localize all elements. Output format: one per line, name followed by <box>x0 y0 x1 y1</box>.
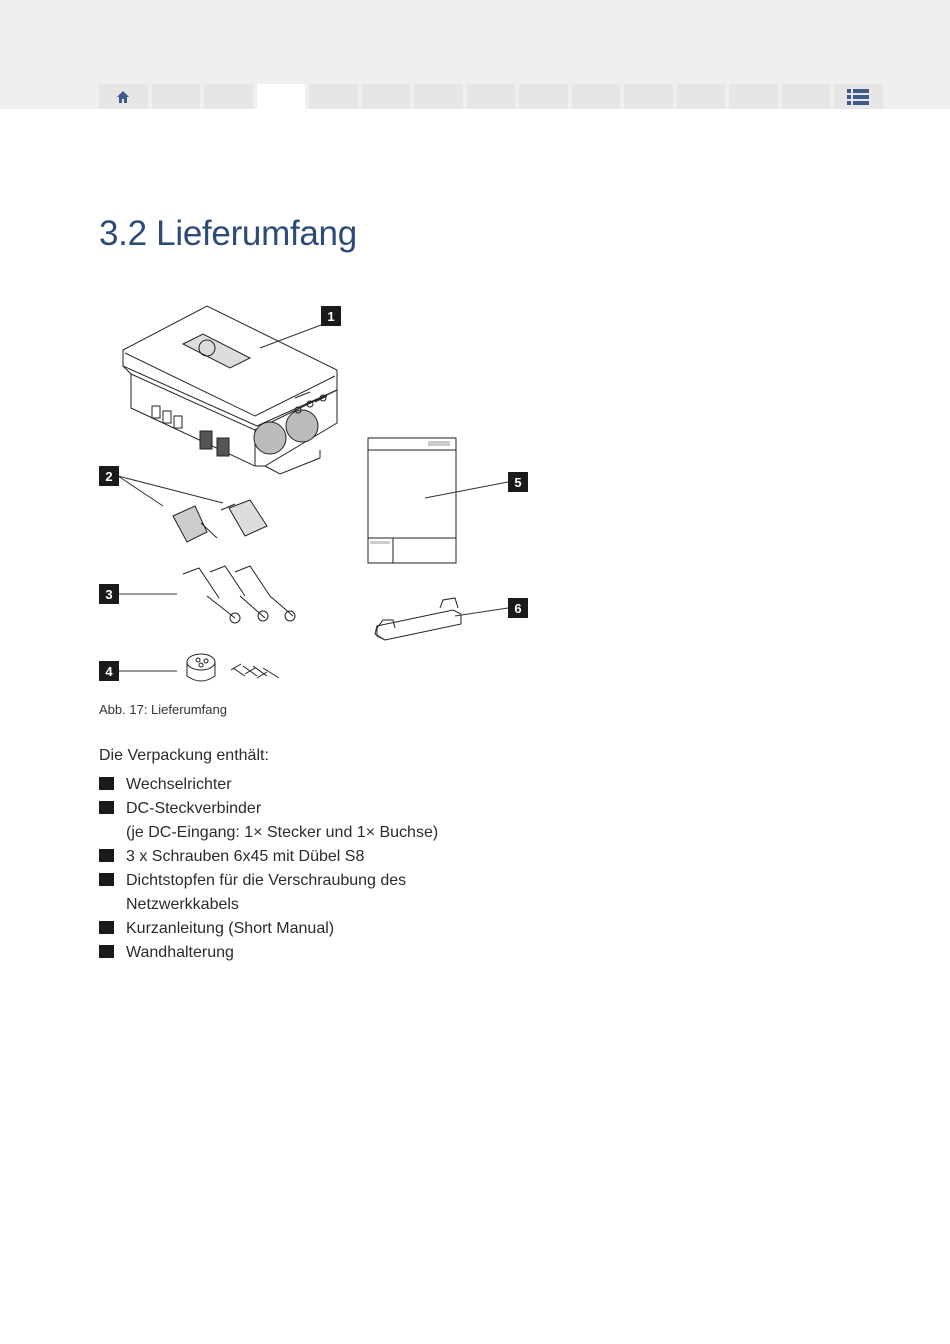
list-item-subtext: (je DC-Eingang: 1× Stecker und 1× Buchse) <box>126 824 439 841</box>
square-bullet-icon <box>99 945 114 958</box>
list-icon <box>847 88 869 106</box>
callout-5: 5 <box>508 472 528 492</box>
tab-chapter-1[interactable] <box>152 84 201 109</box>
list-item-subtext: Netzwerkkabels <box>126 896 239 913</box>
list-item-text: Wechselrichter <box>126 776 232 793</box>
delivery-scope-drawing <box>95 298 545 698</box>
list-item-text: Wandhalterung <box>126 944 234 961</box>
dc-connectors-drawing <box>173 500 267 542</box>
tab-chapter-11[interactable] <box>677 84 726 109</box>
tab-chapter-12[interactable] <box>729 84 778 109</box>
chapter-tabs <box>99 84 887 109</box>
tab-chapter-10[interactable] <box>624 84 673 109</box>
list-item <box>99 845 599 869</box>
page-title: 3.2 Lieferumfang <box>99 214 357 253</box>
list-item-text: 3 x Schrauben 6x45 mit Dübel S8 <box>126 848 365 865</box>
package-intro: Die Verpackung enthält: <box>99 747 269 764</box>
list-item <box>99 869 599 917</box>
tab-chapter-7[interactable] <box>467 84 516 109</box>
list-item-text: Kurzanleitung (Short Manual) <box>126 920 335 937</box>
home-icon <box>116 90 130 104</box>
list-item <box>99 941 599 965</box>
list-item <box>99 773 599 797</box>
tab-chapter-3[interactable] <box>257 84 306 109</box>
callout-6: 6 <box>508 598 528 618</box>
figure-caption: Abb. 17: Lieferumfang <box>99 702 227 717</box>
screws-drawing <box>183 566 295 623</box>
tab-chapter-6[interactable] <box>414 84 463 109</box>
square-bullet-icon <box>99 849 114 862</box>
square-bullet-icon <box>99 921 114 934</box>
callout-1: 1 <box>321 306 341 326</box>
square-bullet-icon <box>99 873 114 886</box>
list-item-text: DC-Steckverbinder <box>126 800 262 817</box>
list-item-text: Dichtstopfen für die Verschraubung des <box>126 872 407 889</box>
tab-home[interactable] <box>99 84 148 109</box>
tab-chapter-9[interactable] <box>572 84 621 109</box>
tab-chapter-4[interactable] <box>309 84 358 109</box>
wall-bracket-drawing <box>375 598 461 640</box>
list-item <box>99 797 599 845</box>
callout-2: 2 <box>99 466 119 486</box>
callout-3: 3 <box>99 584 119 604</box>
sealing-plug-drawing <box>187 654 279 681</box>
short-manual-drawing <box>368 438 456 563</box>
list-item <box>99 917 599 941</box>
package-contents-list <box>99 773 599 965</box>
callout-4: 4 <box>99 661 119 681</box>
tab-chapter-8[interactable] <box>519 84 568 109</box>
tab-contents[interactable] <box>834 84 883 109</box>
square-bullet-icon <box>99 777 114 790</box>
square-bullet-icon <box>99 801 114 814</box>
tab-chapter-5[interactable] <box>362 84 411 109</box>
tab-chapter-2[interactable] <box>204 84 253 109</box>
delivery-scope-figure <box>95 298 545 698</box>
tab-chapter-13[interactable] <box>782 84 831 109</box>
